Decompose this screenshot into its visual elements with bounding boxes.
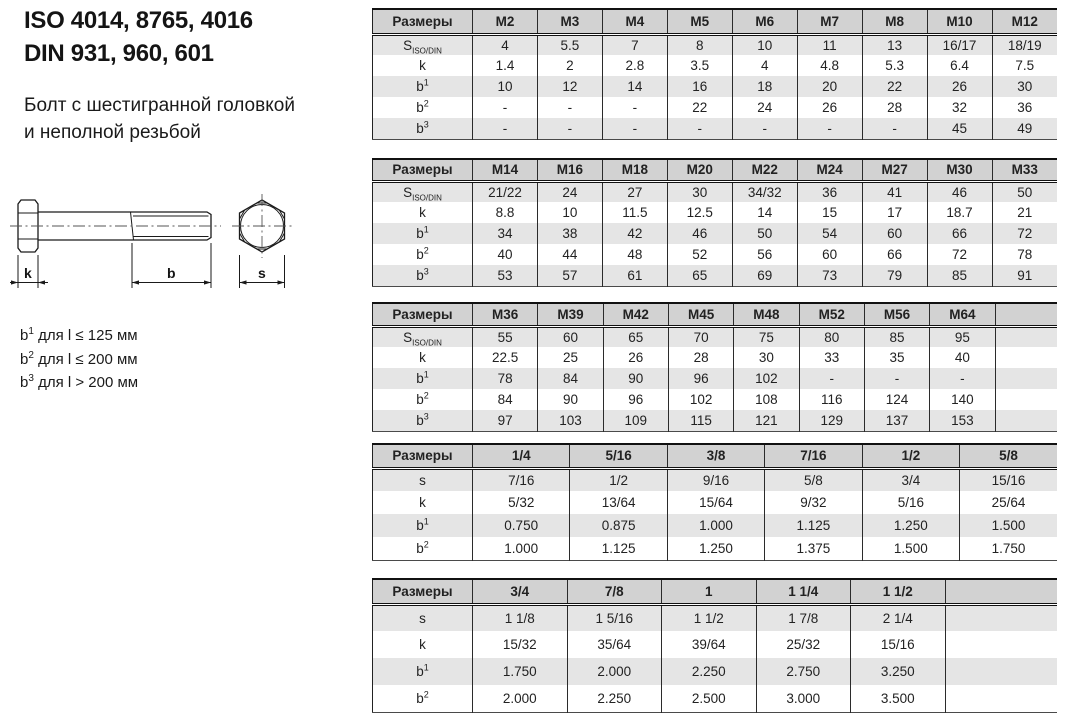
cell: 90 [538,389,603,410]
table-header-label: Размеры [373,303,473,326]
cell: 7.5 [992,55,1057,76]
cell: 35/64 [567,631,662,658]
row-label: $b^2$ [416,390,429,407]
table-row [373,658,1058,685]
table-header-label: Размеры [373,579,473,604]
cell: 46 [667,223,732,244]
cell: 1.000 [667,514,764,537]
table-header-label: Размеры [373,444,473,468]
column-header: M30 [927,159,992,181]
cell: 35 [864,347,929,368]
column-header: M7 [797,9,862,34]
bolt-side-view [10,200,221,252]
cell: 5/16 [862,491,959,514]
row-label: s [373,604,473,631]
cell: 8.8 [473,202,538,223]
cell: 84 [538,368,603,389]
cell: 66 [862,244,927,265]
column-header: M33 [992,159,1057,181]
cell: 1.250 [667,537,764,560]
cell: 25/32 [756,631,851,658]
column-header: 3/4 [473,579,568,604]
row-label: $S_{ISO/DIN}$ [373,181,473,202]
column-header: M42 [603,303,668,326]
cell: 50 [992,181,1057,202]
cell: 121 [734,410,799,431]
cell: 45 [927,118,992,139]
cell: - [799,368,864,389]
cell: 72 [992,223,1057,244]
row-label: $b^2$ [416,539,429,556]
cell: - [602,97,667,118]
cell: 38 [537,223,602,244]
cell: 1.250 [862,514,959,537]
cell: 1 5/16 [567,604,662,631]
row-label: $b^1$ [373,514,473,537]
row-label: k [419,637,426,652]
row-label: $b^1$ [373,223,473,244]
cell: 91 [992,265,1057,286]
footnote-line: $b^2$ для l ≤ 200 мм [20,349,138,368]
column-header: 5/8 [960,444,1057,468]
column-header: 1/4 [473,444,570,468]
cell: 75 [734,326,799,347]
cell: 1.500 [960,514,1057,537]
column-header: 7/16 [765,444,862,468]
cell: 7 [602,34,667,55]
table-row [373,265,1058,286]
column-header: M6 [732,9,797,34]
cell: - [862,118,927,139]
cell: 9/32 [765,491,862,514]
cell-empty [995,326,1057,347]
cell: 60 [862,223,927,244]
row-label: $b^1$ [373,658,473,685]
cell: 10 [537,202,602,223]
cell: 2.8 [602,55,667,76]
column-header: M2 [473,9,538,34]
cell: 12.5 [667,202,732,223]
table-row [373,468,1058,491]
cell: 90 [603,368,668,389]
cell: 15/64 [667,491,764,514]
column-header: 1 1/4 [756,579,851,604]
cell: 27 [602,181,667,202]
cell: 97 [473,410,538,431]
column-header: 1/2 [862,444,959,468]
cell: 60 [797,244,862,265]
table-row [373,76,1058,97]
table-inch-large [372,578,1057,713]
cell: 2.000 [567,658,662,685]
row-label: s [373,468,473,491]
cell: 69 [732,265,797,286]
cell: 78 [473,368,538,389]
cell: 4 [732,55,797,76]
cell: 57 [537,265,602,286]
cell: 26 [603,347,668,368]
cell: 2.750 [756,658,851,685]
cell: 9/16 [667,468,764,491]
column-header: M8 [862,9,927,34]
cell: 1/2 [570,468,667,491]
cell: 30 [992,76,1057,97]
column-header: M12 [992,9,1057,34]
table-row [373,55,1058,76]
cell: 1 1/8 [473,604,568,631]
cell: 44 [537,244,602,265]
cell: 65 [667,265,732,286]
cell: 30 [734,347,799,368]
cell: 6.4 [927,55,992,76]
cell: 2.250 [567,685,662,712]
cell: 28 [668,347,733,368]
row-label: $b^1$ [373,368,473,389]
table-row [373,514,1058,537]
cell: - [473,97,538,118]
table-row [373,244,1058,265]
table-row [373,181,1058,202]
cell: 56 [732,244,797,265]
cell: 55 [473,326,538,347]
column-header: M52 [799,303,864,326]
cell: - [537,97,602,118]
row-label: $b^3$ [373,265,473,286]
product-subtitle [24,92,295,146]
cell: 1.750 [473,658,568,685]
cell: 18 [732,76,797,97]
cell-empty [995,368,1057,389]
column-header: M10 [927,9,992,34]
cell: 36 [992,97,1057,118]
row-label: $b^3$ [373,118,473,139]
cell: 1.4 [473,55,538,76]
cell: 16/17 [927,34,992,55]
cell: 60 [538,326,603,347]
table-header-label: Размеры [373,9,473,34]
cell: - [930,368,995,389]
cell-empty [995,347,1057,368]
table-row [373,410,1058,431]
bolt-technical-drawing [5,185,335,320]
cell: 14 [732,202,797,223]
footnotes [20,322,138,393]
cell: 96 [668,368,733,389]
standards-title-din: DIN 931, 960, 601 [24,40,214,67]
standards-title-iso: ISO 4014, 8765, 4016 [24,7,253,34]
dimension-b [132,243,211,288]
cell: 11.5 [602,202,667,223]
table-metric-m14-m33 [372,158,1057,287]
cell: - [797,118,862,139]
row-label: $b^2$ [416,98,429,115]
cell: 46 [927,181,992,202]
table-row [373,34,1058,55]
table-metric-m36-m64 [372,302,1057,432]
column-header: M3 [537,9,602,34]
cell: 34/32 [732,181,797,202]
cell: 124 [864,389,929,410]
cell: 0.875 [570,514,667,537]
column-header: M5 [667,9,732,34]
cell: 50 [732,223,797,244]
column-header: M20 [667,159,732,181]
cell: 52 [667,244,732,265]
table-row [373,202,1058,223]
column-header: M45 [668,303,733,326]
cell: 16 [667,76,732,97]
column-header: 1 1/2 [851,579,946,604]
column-header: M56 [864,303,929,326]
table-row [373,604,1058,631]
table-row [373,685,1058,712]
cell: 1.375 [765,537,862,560]
column-header: 5/16 [570,444,667,468]
cell-empty [945,604,1057,631]
cell: 10 [473,76,538,97]
cell: 34 [473,223,538,244]
dimension-k [10,255,48,288]
cell: 15/32 [473,631,568,658]
cell-empty [945,631,1057,658]
row-label: $b^2$ [416,245,429,262]
cell: 13/64 [570,491,667,514]
table-row [373,631,1058,658]
cell: 20 [797,76,862,97]
cell: 129 [799,410,864,431]
column-header: M48 [734,303,799,326]
cell: 26 [797,97,862,118]
cell: 41 [862,181,927,202]
cell: 40 [473,244,538,265]
column-header: M22 [732,159,797,181]
cell: 1.500 [862,537,959,560]
cell: - [537,118,602,139]
table-inch-small [372,443,1057,561]
dim-label-s: s [258,265,266,281]
column-header-empty [995,303,1057,326]
cell: 65 [603,326,668,347]
cell: 115 [668,410,733,431]
row-label: k [419,58,426,73]
cell: 25 [538,347,603,368]
cell: 12 [537,76,602,97]
cell: 3.250 [851,658,946,685]
cell: 26 [927,76,992,97]
row-label: $S_{ISO/DIN}$ [373,326,473,347]
cell: 73 [797,265,862,286]
cell: 25/64 [960,491,1057,514]
cell: 42 [602,223,667,244]
cell: 22 [862,76,927,97]
column-header-empty [945,579,1057,604]
cell: 54 [797,223,862,244]
cell-empty [995,410,1057,431]
cell: 103 [538,410,603,431]
cell: 5.5 [537,34,602,55]
table-metric-m2-m12 [372,8,1057,140]
table-row [373,223,1058,244]
cell: 1 7/8 [756,604,851,631]
cell: 49 [992,118,1057,139]
row-label: $b^3$ [373,410,473,431]
cell: 3.000 [756,685,851,712]
cell: 8 [667,34,732,55]
table-row [373,389,1058,410]
cell: 2 [537,55,602,76]
cell: 13 [862,34,927,55]
cell: 53 [473,265,538,286]
cell: 39/64 [662,631,757,658]
cell: 28 [862,97,927,118]
cell: 85 [927,265,992,286]
cell: 1.125 [570,537,667,560]
cell: 108 [734,389,799,410]
cell-empty [945,685,1057,712]
cell: 1.750 [960,537,1057,560]
cell: 84 [473,389,538,410]
cell: 14 [602,76,667,97]
cell: 96 [603,389,668,410]
cell: 0.750 [473,514,570,537]
cell: 15 [797,202,862,223]
table-row [373,347,1058,368]
table-row [373,537,1058,560]
cell: 1 1/2 [662,604,757,631]
cell: 36 [797,181,862,202]
cell: - [667,118,732,139]
table-row [373,97,1058,118]
cell: 30 [667,181,732,202]
cell: 109 [603,410,668,431]
cell: 5/32 [473,491,570,514]
cell: 1.125 [765,514,862,537]
cell: - [473,118,538,139]
cell: 1.000 [473,537,570,560]
cell: 18.7 [927,202,992,223]
cell: 22 [667,97,732,118]
cell: 2 1/4 [851,604,946,631]
row-label: k [419,205,426,220]
column-header: M16 [537,159,602,181]
dim-label-k: k [24,265,32,281]
cell: 3/4 [862,468,959,491]
cell: 137 [864,410,929,431]
cell: 72 [927,244,992,265]
table-row [373,118,1058,139]
cell: 22.5 [473,347,538,368]
column-header: M14 [473,159,538,181]
row-label: $S_{ISO/DIN}$ [373,34,473,55]
cell: 21 [992,202,1057,223]
cell: 2.250 [662,658,757,685]
column-header: M39 [538,303,603,326]
cell: 5/8 [765,468,862,491]
cell: 79 [862,265,927,286]
row-label: k [419,350,426,365]
cell: 95 [930,326,995,347]
cell: 2.000 [473,685,568,712]
column-header: 7/8 [567,579,662,604]
table-row [373,326,1058,347]
cell: 10 [732,34,797,55]
row-label: $b^2$ [416,689,429,706]
row-label: k [419,495,426,510]
cell: 11 [797,34,862,55]
cell-empty [995,389,1057,410]
cell: - [732,118,797,139]
cell: 78 [992,244,1057,265]
cell: 15/16 [960,468,1057,491]
table-row [373,491,1058,514]
cell: 61 [602,265,667,286]
column-header: M36 [473,303,538,326]
cell: 21/22 [473,181,538,202]
cell: 2.500 [662,685,757,712]
cell: 4 [473,34,538,55]
column-header: M64 [930,303,995,326]
column-header: M4 [602,9,667,34]
cell: 5.3 [862,55,927,76]
cell: 102 [668,389,733,410]
cell: 24 [732,97,797,118]
cell: 140 [930,389,995,410]
cell: 3.500 [851,685,946,712]
cell: 17 [862,202,927,223]
cell: 3.5 [667,55,732,76]
cell: - [602,118,667,139]
cell: 4.8 [797,55,862,76]
cell: 66 [927,223,992,244]
cell: 40 [930,347,995,368]
dimension-s [240,255,285,288]
cell-empty [945,658,1057,685]
product-subtitle-line1: Болт с шестигранной головкой [24,95,295,116]
cell: 85 [864,326,929,347]
cell: 7/16 [473,468,570,491]
cell: 24 [537,181,602,202]
column-header: M24 [797,159,862,181]
table-row [373,368,1058,389]
column-header: M18 [602,159,667,181]
cell: 102 [734,368,799,389]
column-header: M27 [862,159,927,181]
cell: 116 [799,389,864,410]
dim-label-b: b [167,265,176,281]
cell: 33 [799,347,864,368]
cell: - [864,368,929,389]
product-subtitle-line2: и неполной резьбой [24,122,201,143]
column-header: 3/8 [667,444,764,468]
cell: 32 [927,97,992,118]
cell: 48 [602,244,667,265]
cell: 15/16 [851,631,946,658]
row-label: $b^1$ [373,76,473,97]
cell: 80 [799,326,864,347]
cell: 70 [668,326,733,347]
bolt-end-view [232,194,292,258]
cell: 153 [930,410,995,431]
footnote-line: $b^3$ для l > 200 мм [20,373,139,391]
footnote-line: $b^1$ для l ≤ 125 мм [20,326,138,344]
column-header: 1 [662,579,757,604]
cell: 18/19 [992,34,1057,55]
standards-title [24,4,253,70]
table-header-label: Размеры [373,159,473,181]
